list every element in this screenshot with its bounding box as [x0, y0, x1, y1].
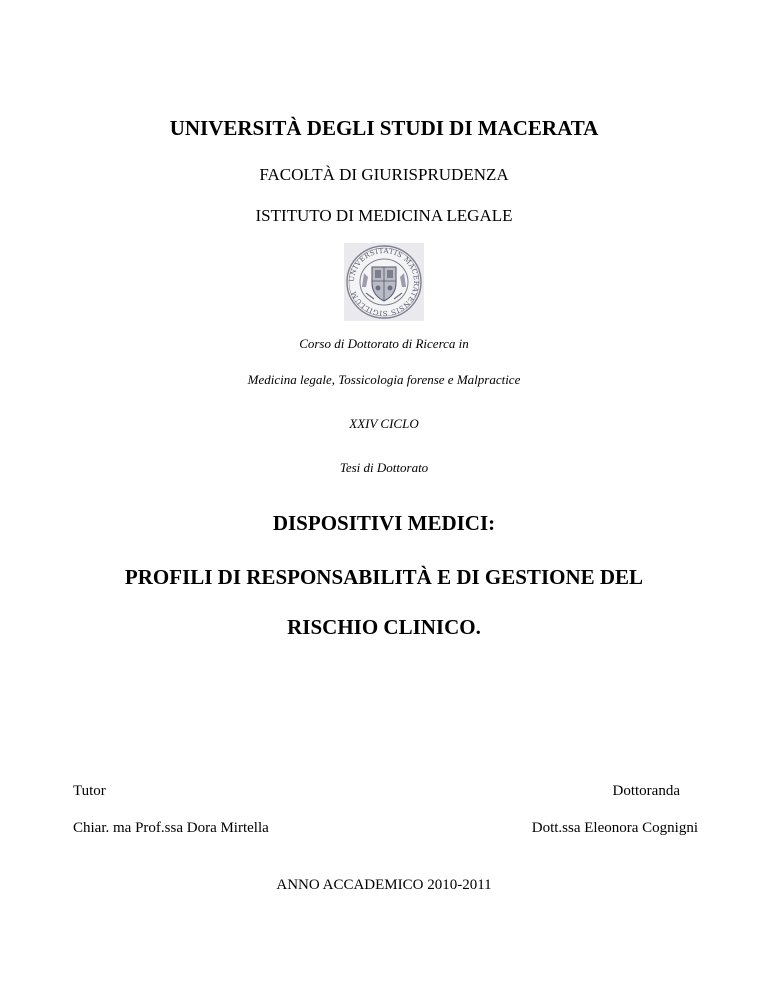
- university-name: UNIVERSITÀ DEGLI STUDI DI MACERATA: [169, 116, 599, 140]
- candidate-label: Dottoranda: [612, 783, 680, 799]
- thesis-type: Tesi di Dottorato: [339, 460, 429, 475]
- institute-name: ISTITUTO DI MEDICINA LEGALE: [255, 206, 513, 225]
- faculty-name: FACOLTÀ DI GIURISPRUDENZA: [259, 165, 509, 184]
- course-line-2: Medicina legale, Tossicologia forense e Malpractice: [247, 372, 521, 387]
- tutor-label: Tutor: [73, 783, 106, 799]
- thesis-title-line-2: PROFILI DI RESPONSABILITÀ E DI GESTIONE DEL: [124, 565, 644, 589]
- course-line-1: Corso di Dottorato di Ricerca in: [299, 336, 469, 351]
- university-seal-icon: [344, 243, 424, 321]
- seal-ring-text: UNIVERSITATIS MACERATENSIS SIGILLUM: [347, 246, 421, 318]
- course-cycle: XXIV CICLO: [349, 416, 419, 431]
- tutor-name: Chiar. ma Prof.ssa Dora Mirtella: [73, 820, 269, 836]
- candidate-name: Dott.ssa Eleonora Cognigni: [531, 820, 698, 836]
- thesis-title-line-3: RISCHIO CLINICO.: [287, 615, 481, 639]
- academic-year: ANNO ACCADEMICO 2010-2011: [276, 877, 492, 893]
- thesis-title-line-1: DISPOSITIVI MEDICI:: [272, 511, 496, 535]
